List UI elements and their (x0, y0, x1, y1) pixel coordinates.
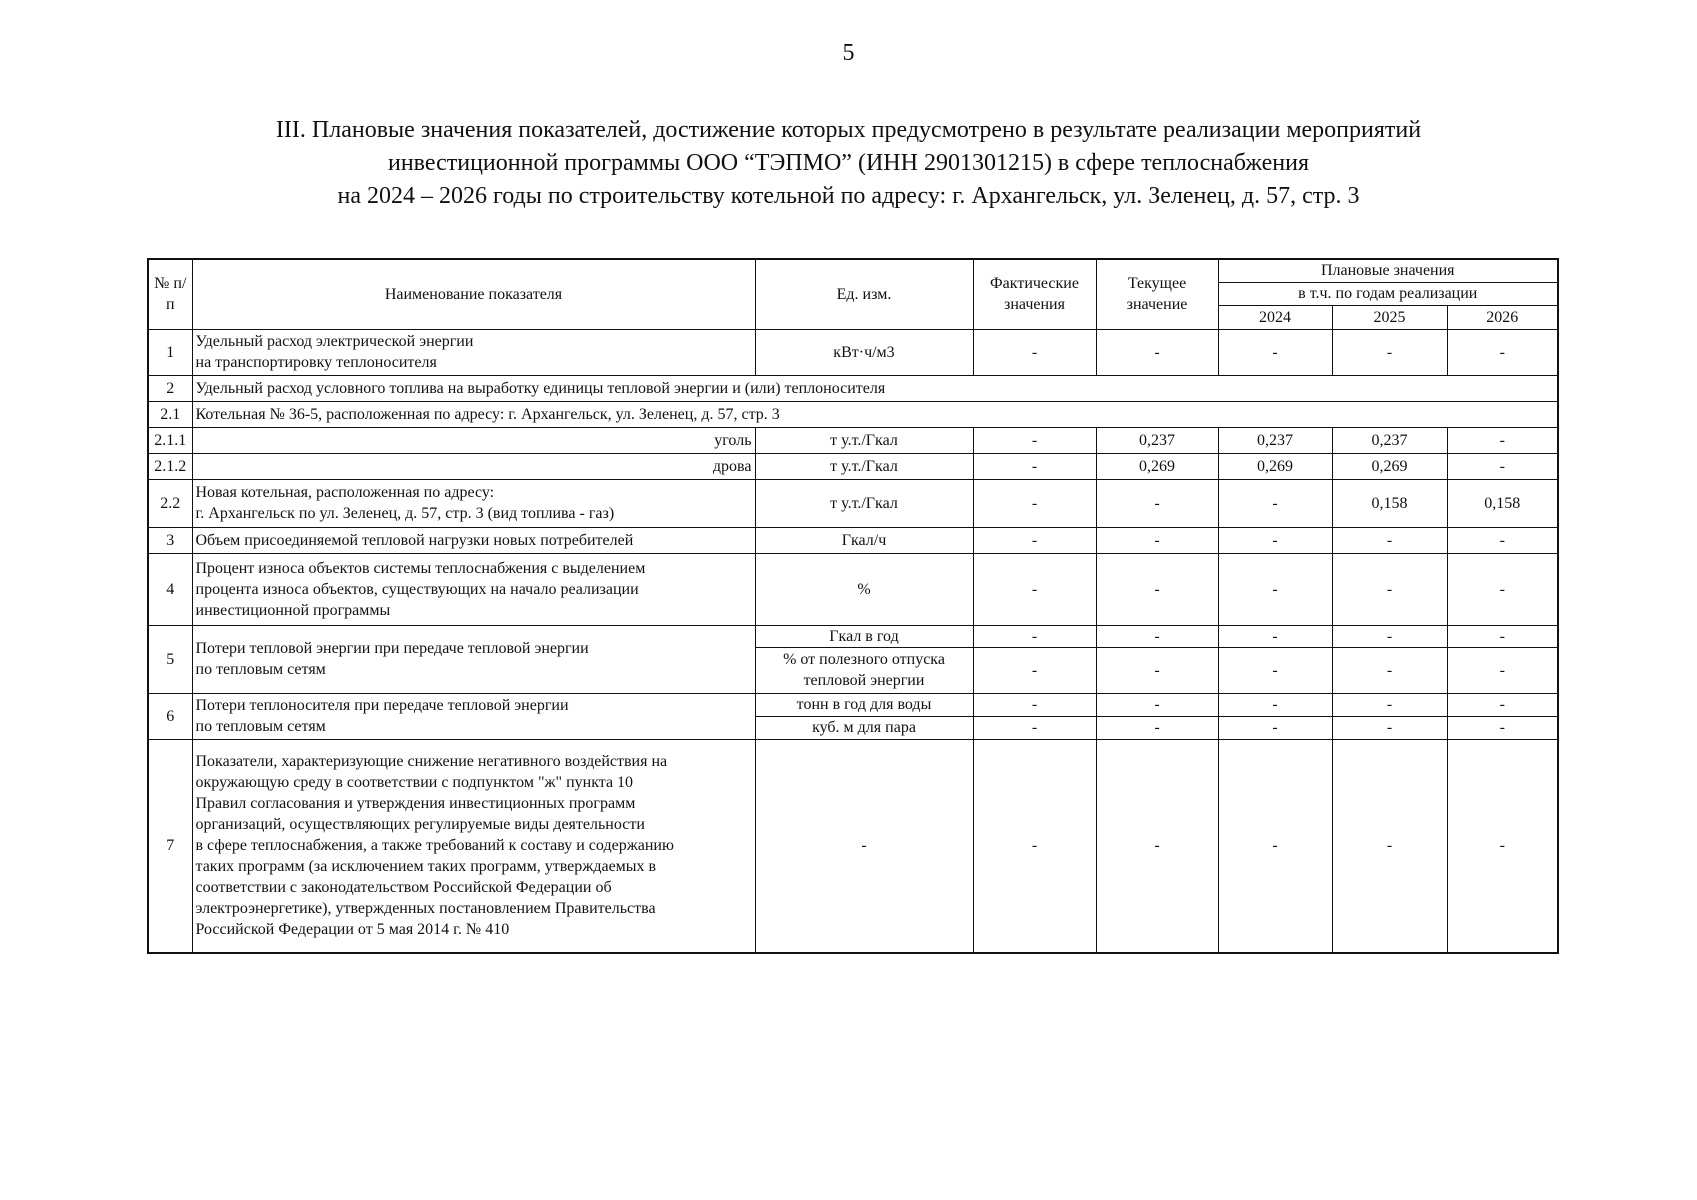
row-name-line: Удельный расход электрической энергии (195, 333, 474, 350)
row-unit: т у.т./Гкал (755, 453, 973, 479)
cell-2025: - (1332, 527, 1447, 553)
row-num: 4 (148, 553, 192, 625)
cell-actual: - (973, 693, 1096, 716)
row-unit: куб. м для пара (755, 716, 973, 739)
row-unit: Гкал в год (755, 625, 973, 647)
row-name-line: электроэнергетике), утвержденных постановлением Правительства (195, 900, 656, 918)
cell-2026: - (1447, 453, 1558, 479)
cell-2025: - (1332, 739, 1447, 953)
row-num: 5 (148, 625, 192, 693)
cell-2025: - (1332, 625, 1447, 647)
cell-2024: 0,269 (1218, 453, 1332, 479)
row-name (192, 625, 755, 693)
title-line-3: на 2024 – 2026 годы по строительству котельной по адресу: г. Архангельск, ул. Зеленец, д. 57, стр. 3 (337, 183, 1360, 209)
table-row (148, 329, 1558, 375)
table-row (148, 739, 1558, 953)
cell-2026: - (1447, 625, 1558, 647)
cell-current: 0,237 (1096, 427, 1218, 453)
cell-current: - (1096, 739, 1218, 953)
cell-2025: - (1332, 647, 1447, 693)
table-row (148, 401, 1558, 427)
row-name-line: в сфере теплоснабжения, а также требований к составу и содержанию (195, 837, 674, 855)
header-year-2025: 2025 (1332, 305, 1447, 329)
cell-actual: - (973, 647, 1096, 693)
row-unit-line: % от полезного отпуска (783, 651, 945, 668)
cell-2025: - (1332, 329, 1447, 375)
table-row (148, 479, 1558, 527)
table-row (148, 625, 1558, 647)
row-num: 6 (148, 693, 192, 739)
cell-current: 0,269 (1096, 453, 1218, 479)
cell-2024: - (1218, 647, 1332, 693)
cell-actual: - (973, 716, 1096, 739)
row-name (192, 479, 755, 527)
row-name-line: на транспортировку теплоносителя (195, 354, 437, 371)
row-unit: тонн в год для воды (755, 693, 973, 716)
cell-2026: - (1447, 739, 1558, 953)
cell-current: - (1096, 479, 1218, 527)
cell-2024: - (1218, 553, 1332, 625)
row-name-line: по тепловым сетям (195, 718, 326, 735)
cell-actual: - (973, 329, 1096, 375)
cell-2026: - (1447, 427, 1558, 453)
row-unit-line: тепловой энергии (803, 672, 925, 689)
cell-2024: - (1218, 329, 1332, 375)
row-name-line: таких программ (за исключением таких программ, утверждаемых в (195, 858, 657, 876)
cell-2026: - (1447, 329, 1558, 375)
row-name-line: процента износа объектов, существующих на начало реализации (195, 580, 639, 598)
row-num: 3 (148, 527, 192, 553)
document-title (0, 114, 1697, 213)
cell-2024: - (1218, 527, 1332, 553)
row-unit: % (755, 553, 973, 625)
row-num: 2.2 (148, 479, 192, 527)
row-name-line: соответствии с законодательством Российской Федерации об (195, 879, 612, 897)
header-current: Текущее значение (1096, 259, 1218, 329)
cell-2026: - (1447, 647, 1558, 693)
cell-2026: - (1447, 527, 1558, 553)
row-name: дрова (192, 453, 755, 479)
row-name-line: по тепловым сетям (195, 661, 326, 678)
row-name (192, 739, 755, 953)
cell-2025: - (1332, 693, 1447, 716)
cell-current: - (1096, 716, 1218, 739)
cell-actual: - (973, 453, 1096, 479)
page-number: 5 (842, 40, 855, 66)
cell-2024: - (1218, 716, 1332, 739)
row-num: 2.1 (148, 401, 192, 427)
row-name: Котельная № 36-5, расположенная по адресу: г. Архангельск, ул. Зеленец, д. 57, стр. 3 (192, 401, 1558, 427)
table-row (148, 453, 1558, 479)
table-row (148, 375, 1558, 401)
row-name (192, 329, 755, 375)
row-unit: т у.т./Гкал (755, 427, 973, 453)
cell-2025: - (1332, 553, 1447, 625)
header-unit: Ед. изм. (755, 259, 973, 329)
cell-current: - (1096, 693, 1218, 716)
indicators-table (147, 258, 1559, 954)
cell-2026: - (1447, 693, 1558, 716)
header-num: № п/п (148, 259, 192, 329)
row-num: 1 (148, 329, 192, 375)
cell-actual: - (973, 527, 1096, 553)
cell-2025: - (1332, 716, 1447, 739)
cell-2024: 0,237 (1218, 427, 1332, 453)
title-line-2: инвестиционной программы ООО “ТЭПМО” (ИНН 2901301215) в сфере теплоснабжения (387, 150, 1310, 176)
row-unit: Гкал/ч (755, 527, 973, 553)
row-name-line: окружающую среду в соответствии с подпунктом "ж" пункта 10 (195, 774, 634, 792)
header-name: Наименование показателя (192, 259, 755, 329)
cell-2025: 0,269 (1332, 453, 1447, 479)
row-name-line: Потери тепловой энергии при передаче тепловой энергии (195, 640, 589, 657)
header-by-years: в т.ч. по годам реализации (1218, 282, 1558, 305)
cell-2025: 0,158 (1332, 479, 1447, 527)
row-num: 7 (148, 739, 192, 953)
row-name: Объем присоединяемой тепловой нагрузки новых потребителей (192, 527, 755, 553)
table-row (148, 553, 1558, 625)
cell-actual: - (973, 625, 1096, 647)
table-row (148, 427, 1558, 453)
header-year-2026: 2026 (1447, 305, 1558, 329)
table-row (148, 527, 1558, 553)
cell-current: - (1096, 527, 1218, 553)
row-name: уголь (192, 427, 755, 453)
row-name-line: инвестиционной программы (195, 601, 391, 619)
cell-2024: - (1218, 479, 1332, 527)
row-name-line: Новая котельная, расположенная по адресу: (195, 484, 495, 501)
cell-2024: - (1218, 625, 1332, 647)
row-unit: кВт·ч/м3 (755, 329, 973, 375)
row-name-line: Российской Федерации от 5 мая 2014 г. № 410 (195, 921, 510, 939)
cell-actual: - (973, 739, 1096, 953)
cell-actual: - (973, 427, 1096, 453)
row-unit (755, 647, 973, 693)
cell-2025: 0,237 (1332, 427, 1447, 453)
cell-current: - (1096, 647, 1218, 693)
row-unit: - (755, 739, 973, 953)
row-name-line: организаций, осуществляющих регулируемые виды деятельности (195, 816, 645, 834)
row-name-line: г. Архангельск по ул. Зеленец, д. 57, стр. 3 (вид топлива - газ) (195, 505, 615, 522)
cell-actual: - (973, 479, 1096, 527)
row-name (192, 553, 755, 625)
row-name-line: Потери теплоносителя при передаче тепловой энергии (195, 697, 569, 714)
cell-2026: 0,158 (1447, 479, 1558, 527)
cell-2026: - (1447, 716, 1558, 739)
header-row (148, 259, 1558, 282)
cell-actual: - (973, 553, 1096, 625)
title-line-1: III. Плановые значения показателей, достижение которых предусмотрено в результате реализации мероприятий (275, 117, 1422, 143)
row-name-line: Правил согласования и утверждения инвестиционных программ (195, 795, 636, 813)
header-year-2024: 2024 (1218, 305, 1332, 329)
header-planned: Плановые значения (1218, 259, 1558, 282)
cell-2026: - (1447, 553, 1558, 625)
cell-2024: - (1218, 739, 1332, 953)
cell-current: - (1096, 625, 1218, 647)
cell-current: - (1096, 553, 1218, 625)
table-row (148, 693, 1558, 716)
header-actual: Фактические значения (973, 259, 1096, 329)
row-name-line: Показатели, характеризующие снижение негативного воздействия на (195, 753, 668, 771)
row-name (192, 693, 755, 739)
row-num: 2.1.2 (148, 453, 192, 479)
row-name: Удельный расход условного топлива на выработку единицы тепловой энергии и (или) теплоносителя (192, 375, 1558, 401)
cell-current: - (1096, 329, 1218, 375)
cell-2024: - (1218, 693, 1332, 716)
row-num: 2.1.1 (148, 427, 192, 453)
row-name-line: Процент износа объектов системы теплоснабжения с выделением (195, 559, 646, 577)
row-unit: т у.т./Гкал (755, 479, 973, 527)
row-num: 2 (148, 375, 192, 401)
